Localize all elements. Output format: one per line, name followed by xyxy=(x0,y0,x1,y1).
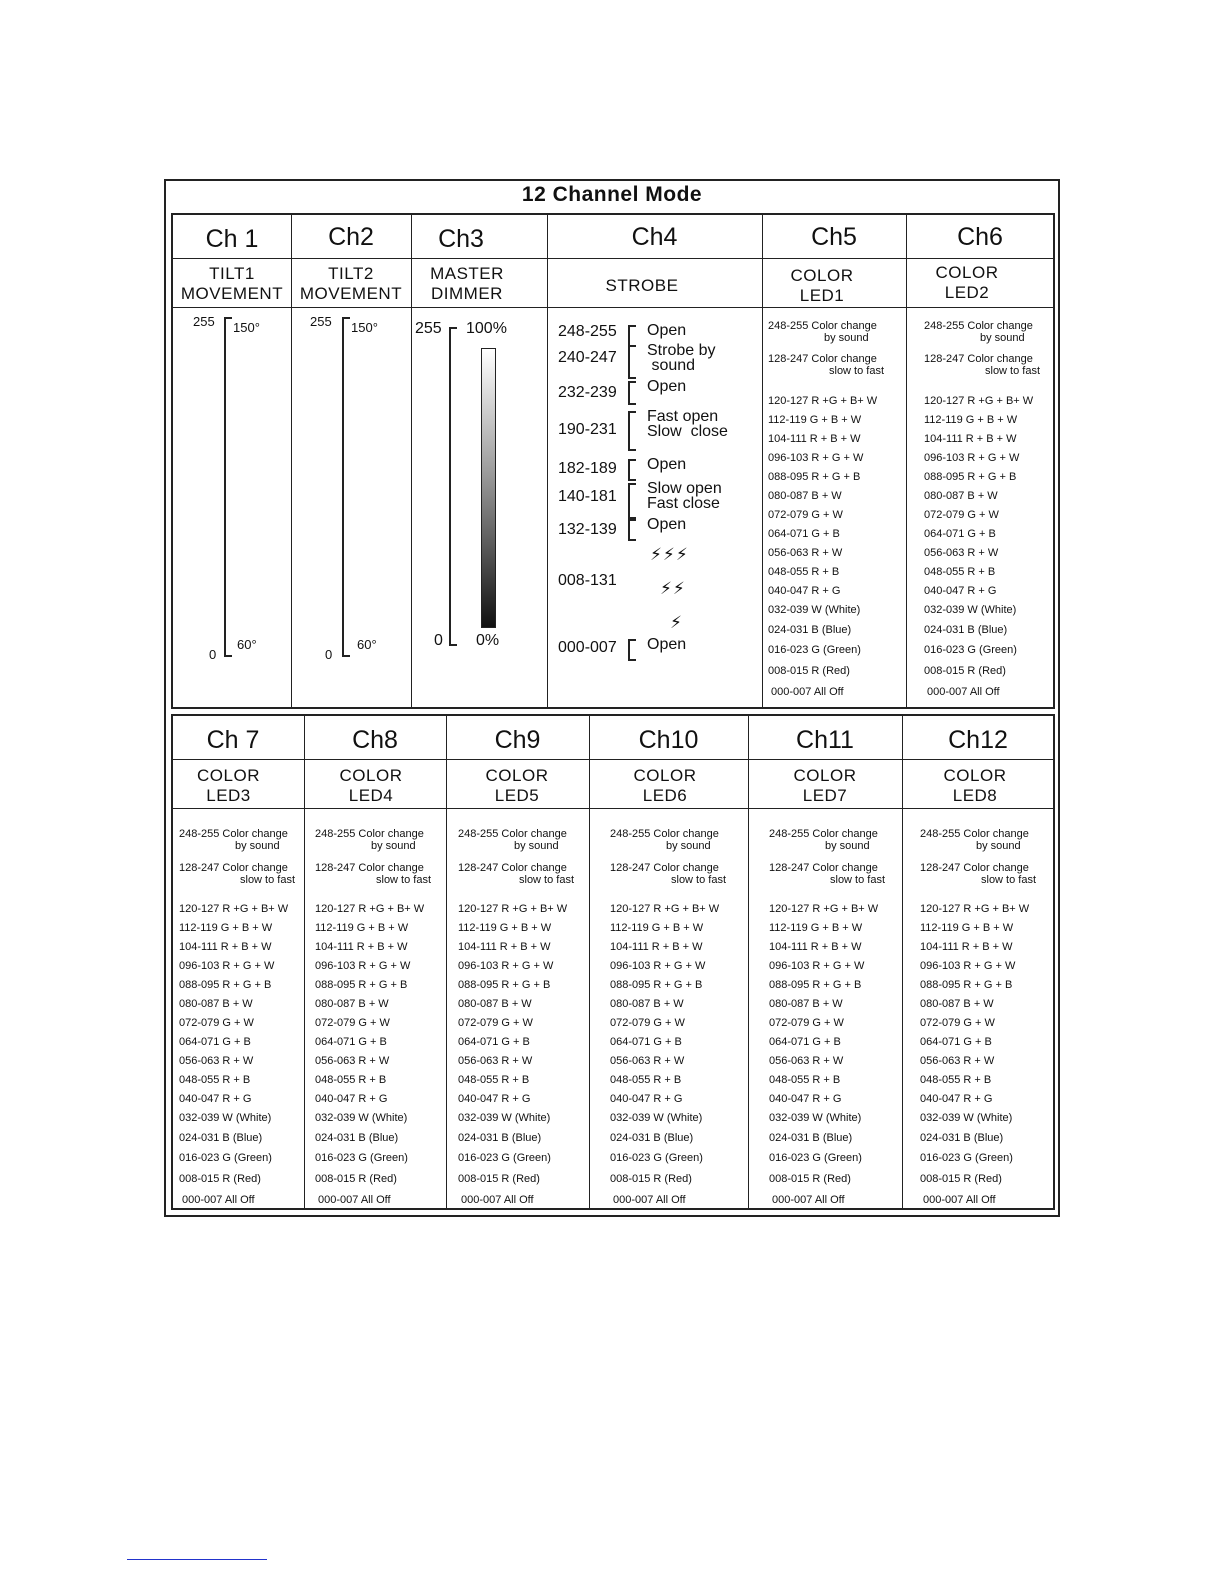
color-list-entry: 088-095 R + G + B xyxy=(610,979,703,991)
color-list-entry: 064-071 G + B xyxy=(924,528,996,540)
color-list-entry: 072-079 G + W xyxy=(179,1017,254,1029)
strobe-description: sound xyxy=(647,357,696,374)
color-list-entry: 064-071 G + B xyxy=(458,1036,530,1048)
strobe-description: Open xyxy=(647,378,687,395)
color-list-entry: 072-079 G + W xyxy=(315,1017,390,1029)
color-list-entry: 016-023 G (Green) xyxy=(610,1152,703,1164)
color-list-entry: 040-047 R + G xyxy=(315,1093,388,1105)
color-list-entry: 112-119 G + B + W xyxy=(920,922,1014,934)
color-list-entry: 048-055 R + B xyxy=(768,566,840,578)
strobe-description: Fast close xyxy=(647,495,720,512)
lightning-icon: ⚡⚡ xyxy=(660,579,686,598)
color-list-entry: 248-255 Color change xyxy=(458,828,567,840)
tilt-max-value: 255 xyxy=(310,314,332,329)
color-list-entry: 048-055 R + B xyxy=(920,1074,992,1086)
strobe-description: Strobe by xyxy=(647,342,716,359)
color-list-entry: 120-127 R +G + B+ W xyxy=(610,903,720,915)
color-list-entry: 096-103 R + G + W xyxy=(458,960,554,972)
color-list-entry: slow to fast xyxy=(240,874,296,886)
row-divider xyxy=(173,258,1053,259)
dimmer-min-percent: 0% xyxy=(476,632,500,649)
tilt-max-value: 255 xyxy=(193,314,215,329)
strobe-bracket xyxy=(628,483,636,519)
color-list-entry: 128-247 Color change xyxy=(179,862,288,874)
dimmer-min-value: 0 xyxy=(434,632,443,649)
color-list-entry: 248-255 Color change xyxy=(315,828,424,840)
color-list-entry: 016-023 G (Green) xyxy=(315,1152,408,1164)
color-list-entry: 024-031 B (Blue) xyxy=(315,1132,399,1144)
color-list-entry: 032-039 W (White) xyxy=(315,1112,408,1124)
strobe-range: 008-131 xyxy=(558,572,617,589)
color-list-entry: 104-111 R + B + W xyxy=(920,941,1013,953)
tilt-max-degree: 150° xyxy=(351,320,378,335)
color-list-entry: 128-247 Color change xyxy=(769,862,878,874)
color-list-entry: 040-047 R + G xyxy=(769,1093,842,1105)
color-list-entry: 112-119 G + B + W xyxy=(179,922,273,934)
color-list-entry: 096-103 R + G + W xyxy=(610,960,706,972)
color-list-entry: 032-039 W (White) xyxy=(924,604,1017,616)
color-list-entry: 096-103 R + G + W xyxy=(315,960,411,972)
color-list-entry: 120-127 R +G + B+ W xyxy=(315,903,425,915)
color-list-entry: 112-119 G + B + W xyxy=(768,414,862,426)
color-list-entry: 112-119 G + B + W xyxy=(769,922,863,934)
color-list-entry: 000-007 All Off xyxy=(613,1194,686,1206)
strobe-description: Slow close xyxy=(647,423,728,440)
color-list-entry: 120-127 R +G + B+ W xyxy=(768,395,878,407)
color-list-entry: 064-071 G + B xyxy=(179,1036,251,1048)
color-list-entry: 248-255 Color change xyxy=(769,828,878,840)
strobe-description: Open xyxy=(647,322,687,339)
strobe-bracket xyxy=(628,639,636,661)
color-list-entry: 048-055 R + B xyxy=(179,1074,251,1086)
color-list-entry: 072-079 G + W xyxy=(768,509,843,521)
color-list-entry: 008-015 R (Red) xyxy=(458,1173,540,1185)
color-list-entry: 128-247 Color change xyxy=(315,862,424,874)
channel-number: Ch8 xyxy=(352,726,398,754)
channel-number: Ch3 xyxy=(438,225,484,253)
strobe-bracket xyxy=(628,325,636,347)
color-list-entry: 016-023 G (Green) xyxy=(920,1152,1013,1164)
channel-number: Ch2 xyxy=(328,223,374,251)
tilt-max-degree: 150° xyxy=(233,320,260,335)
color-list-entry: 104-111 R + B + W xyxy=(924,433,1017,445)
color-list-entry: 128-247 Color change xyxy=(768,353,877,365)
page-title: 12 Channel Mode xyxy=(521,183,703,206)
color-list-entry: 120-127 R +G + B+ W xyxy=(458,903,568,915)
color-list-entry: 120-127 R +G + B+ W xyxy=(769,903,879,915)
color-list-entry: 096-103 R + G + W xyxy=(769,960,865,972)
color-list-entry: 064-071 G + B xyxy=(610,1036,682,1048)
channel-table xyxy=(164,179,1060,1217)
color-list-entry: 016-023 G (Green) xyxy=(924,644,1017,656)
color-list-entry: by sound xyxy=(824,332,869,344)
color-list-entry: slow to fast xyxy=(519,874,575,886)
color-list-entry: 016-023 G (Green) xyxy=(458,1152,551,1164)
channel-function: COLOR LED1 xyxy=(790,266,854,305)
color-list-entry: 032-039 W (White) xyxy=(769,1112,862,1124)
strobe-description: Open xyxy=(647,516,687,533)
strobe-range: 240-247 xyxy=(558,349,617,366)
channel-function: COLOR LED6 xyxy=(633,766,697,805)
color-list-entry: 080-087 B + W xyxy=(315,998,389,1010)
color-list-entry: 016-023 G (Green) xyxy=(769,1152,862,1164)
color-list-entry: 088-095 R + G + B xyxy=(924,471,1017,483)
lightning-icon: ⚡ xyxy=(670,613,683,632)
channel-function: COLOR LED4 xyxy=(339,766,403,805)
color-list-entry: 104-111 R + B + W xyxy=(315,941,408,953)
color-list-entry: 064-071 G + B xyxy=(920,1036,992,1048)
color-list-entry: 248-255 Color change xyxy=(924,320,1033,332)
tilt-min-degree: 60° xyxy=(237,637,257,652)
dimmer-max-percent: 100% xyxy=(466,320,507,337)
color-list-entry: 040-047 R + G xyxy=(610,1093,683,1105)
row-divider xyxy=(173,808,1053,809)
color-list-entry: by sound xyxy=(980,332,1025,344)
color-list-entry: 128-247 Color change xyxy=(924,353,1033,365)
color-list-entry: 120-127 R +G + B+ W xyxy=(179,903,289,915)
color-list-entry: 096-103 R + G + W xyxy=(924,452,1020,464)
color-list-entry: slow to fast xyxy=(981,874,1037,886)
color-list-entry: 056-063 R + W xyxy=(769,1055,844,1067)
color-list-entry: 248-255 Color change xyxy=(768,320,877,332)
strobe-range: 248-255 xyxy=(558,323,617,340)
color-list-entry: 008-015 R (Red) xyxy=(924,665,1006,677)
color-list-entry: 024-031 B (Blue) xyxy=(458,1132,542,1144)
color-list-entry: 008-015 R (Red) xyxy=(769,1173,851,1185)
color-list-entry: 080-087 B + W xyxy=(920,998,994,1010)
color-list-entry: 080-087 B + W xyxy=(610,998,684,1010)
channel-number: Ch11 xyxy=(796,726,854,754)
color-list-entry: 048-055 R + B xyxy=(610,1074,682,1086)
color-list-entry: 248-255 Color change xyxy=(920,828,1029,840)
strobe-description: Fast open xyxy=(647,408,719,425)
color-list-entry: 080-087 B + W xyxy=(924,490,998,502)
color-list-entry: 064-071 G + B xyxy=(769,1036,841,1048)
color-list-entry: 040-047 R + G xyxy=(920,1093,993,1105)
tilt1-scale-bar xyxy=(224,317,232,657)
lightning-icon: ⚡⚡⚡ xyxy=(650,545,689,564)
color-list-entry: 104-111 R + B + W xyxy=(610,941,703,953)
footer-link-underline xyxy=(127,1559,267,1560)
color-list-entry: 080-087 B + W xyxy=(458,998,532,1010)
color-list-entry: 064-071 G + B xyxy=(315,1036,387,1048)
color-list-entry: 112-119 G + B + W xyxy=(610,922,704,934)
strobe-bracket xyxy=(628,345,636,379)
color-list-entry: 040-047 R + G xyxy=(768,585,841,597)
color-list-entry: 096-103 R + G + W xyxy=(768,452,864,464)
dimmer-gradient xyxy=(481,348,496,628)
strobe-bracket xyxy=(628,459,636,481)
color-list-entry: 088-095 R + G + B xyxy=(768,471,861,483)
color-list-entry: 248-255 Color change xyxy=(179,828,288,840)
channel-function: TILT1 MOVEMENT xyxy=(180,264,284,303)
color-list-entry: 008-015 R (Red) xyxy=(920,1173,1002,1185)
color-list-entry: 056-063 R + W xyxy=(179,1055,254,1067)
strobe-range: 182-189 xyxy=(558,460,617,477)
color-list-entry: 072-079 G + W xyxy=(924,509,999,521)
color-list-entry: 000-007 All Off xyxy=(461,1194,534,1206)
color-list-entry: 056-063 R + W xyxy=(458,1055,533,1067)
color-list-entry: by sound xyxy=(371,840,416,852)
color-list-entry: 032-039 W (White) xyxy=(610,1112,703,1124)
color-list-entry: by sound xyxy=(976,840,1021,852)
top-channel-block xyxy=(171,213,1055,709)
channel-function: MASTER DIMMER xyxy=(430,264,504,303)
color-list-entry: 000-007 All Off xyxy=(318,1194,391,1206)
color-list-entry: 024-031 B (Blue) xyxy=(924,624,1008,636)
channel-number: Ch10 xyxy=(638,726,699,754)
color-list-entry: 072-079 G + W xyxy=(920,1017,995,1029)
strobe-description: Open xyxy=(647,636,687,653)
color-list-entry: 072-079 G + W xyxy=(610,1017,685,1029)
color-list-entry: 048-055 R + B xyxy=(769,1074,841,1086)
tilt-min-degree: 60° xyxy=(357,637,377,652)
color-list-entry: 088-095 R + G + B xyxy=(920,979,1013,991)
color-list-entry: by sound xyxy=(514,840,559,852)
color-list-entry: by sound xyxy=(666,840,711,852)
strobe-range: 132-139 xyxy=(558,521,617,538)
channel-number: Ch 1 xyxy=(205,225,259,253)
color-list-entry: 128-247 Color change xyxy=(458,862,567,874)
color-list-entry: 080-087 B + W xyxy=(768,490,842,502)
channel-function: COLOR LED8 xyxy=(943,766,1007,805)
color-list-entry: 104-111 R + B + W xyxy=(458,941,551,953)
color-list-entry: 120-127 R +G + B+ W xyxy=(924,395,1034,407)
color-list-entry: 032-039 W (White) xyxy=(920,1112,1013,1124)
strobe-range: 190-231 xyxy=(558,421,617,438)
row-divider xyxy=(173,307,1053,308)
color-list-entry: 016-023 G (Green) xyxy=(768,644,861,656)
strobe-description: Slow open xyxy=(647,480,722,497)
channel-number: Ch12 xyxy=(948,726,1008,754)
strobe-description: Open xyxy=(647,456,687,473)
color-list-entry: 008-015 R (Red) xyxy=(610,1173,692,1185)
color-list-entry: 056-063 R + W xyxy=(610,1055,685,1067)
color-list-entry: 024-031 B (Blue) xyxy=(768,624,852,636)
color-list-entry: 024-031 B (Blue) xyxy=(179,1132,263,1144)
channel-number: Ch5 xyxy=(811,223,857,251)
strobe-bracket xyxy=(628,411,636,451)
color-list-entry: by sound xyxy=(235,840,280,852)
color-list-entry: 072-079 G + W xyxy=(769,1017,844,1029)
color-list-entry: 048-055 R + B xyxy=(924,566,996,578)
color-list-entry: 024-031 B (Blue) xyxy=(610,1132,694,1144)
tilt-min-value: 0 xyxy=(209,647,217,662)
color-list-entry: 040-047 R + G xyxy=(924,585,997,597)
color-list-entry: 024-031 B (Blue) xyxy=(920,1132,1004,1144)
color-list-entry: 008-015 R (Red) xyxy=(315,1173,397,1185)
color-list-entry: 016-023 G (Green) xyxy=(179,1152,272,1164)
color-list-entry: 040-047 R + G xyxy=(179,1093,252,1105)
color-list-entry: 032-039 W (White) xyxy=(458,1112,551,1124)
color-list-entry: 112-119 G + B + W xyxy=(924,414,1018,426)
color-list-entry: 032-039 W (White) xyxy=(768,604,861,616)
color-list-entry: 000-007 All Off xyxy=(182,1194,255,1206)
channel-number: Ch4 xyxy=(631,223,678,251)
color-list-entry: slow to fast xyxy=(671,874,727,886)
channel-number: Ch 7 xyxy=(206,726,260,754)
strobe-bracket xyxy=(628,519,636,541)
channel-number: Ch9 xyxy=(494,726,541,754)
channel-function: COLOR LED5 xyxy=(485,766,549,805)
color-list-entry: 072-079 G + W xyxy=(458,1017,533,1029)
color-list-entry: 056-063 R + W xyxy=(768,547,843,559)
channel-number: Ch6 xyxy=(957,223,1003,251)
strobe-range: 000-007 xyxy=(558,639,617,656)
color-list-entry: 096-103 R + G + W xyxy=(179,960,275,972)
channel-function: COLOR LED7 xyxy=(793,766,857,805)
color-list-entry: slow to fast xyxy=(376,874,432,886)
color-list-entry: 000-007 All Off xyxy=(771,686,844,698)
color-list-entry: by sound xyxy=(825,840,870,852)
color-list-entry: 040-047 R + G xyxy=(458,1093,531,1105)
row-divider xyxy=(173,759,1053,760)
color-list-entry: 056-063 R + W xyxy=(924,547,999,559)
channel-function: COLOR LED3 xyxy=(197,766,260,805)
dimmer-scale-bar xyxy=(449,327,457,646)
dimmer-max-value: 255 xyxy=(415,320,442,337)
channel-function: STROBE xyxy=(605,276,679,295)
color-list-entry: 088-095 R + G + B xyxy=(315,979,408,991)
color-list-entry: 000-007 All Off xyxy=(772,1194,845,1206)
strobe-range: 232-239 xyxy=(558,384,617,401)
color-list-entry: 104-111 R + B + W xyxy=(179,941,272,953)
color-list-entry: 080-087 B + W xyxy=(769,998,843,1010)
color-list-entry: 008-015 R (Red) xyxy=(768,665,850,677)
channel-function: COLOR LED2 xyxy=(935,263,999,302)
color-list-entry: 120-127 R +G + B+ W xyxy=(920,903,1030,915)
color-list-entry: 128-247 Color change xyxy=(610,862,719,874)
color-list-entry: 048-055 R + B xyxy=(458,1074,530,1086)
color-list-entry: 056-063 R + W xyxy=(315,1055,390,1067)
color-list-entry: 024-031 B (Blue) xyxy=(769,1132,853,1144)
strobe-bracket xyxy=(628,381,636,405)
bottom-channel-block xyxy=(171,714,1055,1210)
color-list-entry: 088-095 R + G + B xyxy=(769,979,862,991)
strobe-range: 140-181 xyxy=(558,488,617,505)
color-list-entry: 104-111 R + B + W xyxy=(768,433,861,445)
color-list-entry: 112-119 G + B + W xyxy=(458,922,552,934)
color-list-entry: 064-071 G + B xyxy=(768,528,840,540)
color-list-entry: 048-055 R + B xyxy=(315,1074,387,1086)
color-list-entry: 080-087 B + W xyxy=(179,998,253,1010)
color-list-entry: 000-007 All Off xyxy=(927,686,1000,698)
color-list-entry: slow to fast xyxy=(829,365,885,377)
color-list-entry: 096-103 R + G + W xyxy=(920,960,1016,972)
color-list-entry: slow to fast xyxy=(985,365,1041,377)
color-list-entry: 008-015 R (Red) xyxy=(179,1173,261,1185)
color-list-entry: 128-247 Color change xyxy=(920,862,1029,874)
tilt2-scale-bar xyxy=(342,317,350,657)
color-list-entry: 088-095 R + G + B xyxy=(458,979,551,991)
color-list-entry: 104-111 R + B + W xyxy=(769,941,862,953)
channel-function: TILT2 MOVEMENT xyxy=(299,264,403,303)
color-list-entry: 088-095 R + G + B xyxy=(179,979,272,991)
color-list-entry: 056-063 R + W xyxy=(920,1055,995,1067)
color-list-entry: 000-007 All Off xyxy=(923,1194,996,1206)
color-list-entry: slow to fast xyxy=(830,874,886,886)
color-list-entry: 112-119 G + B + W xyxy=(315,922,409,934)
color-list-entry: 032-039 W (White) xyxy=(179,1112,272,1124)
color-list-entry: 248-255 Color change xyxy=(610,828,719,840)
tilt-min-value: 0 xyxy=(325,647,333,662)
